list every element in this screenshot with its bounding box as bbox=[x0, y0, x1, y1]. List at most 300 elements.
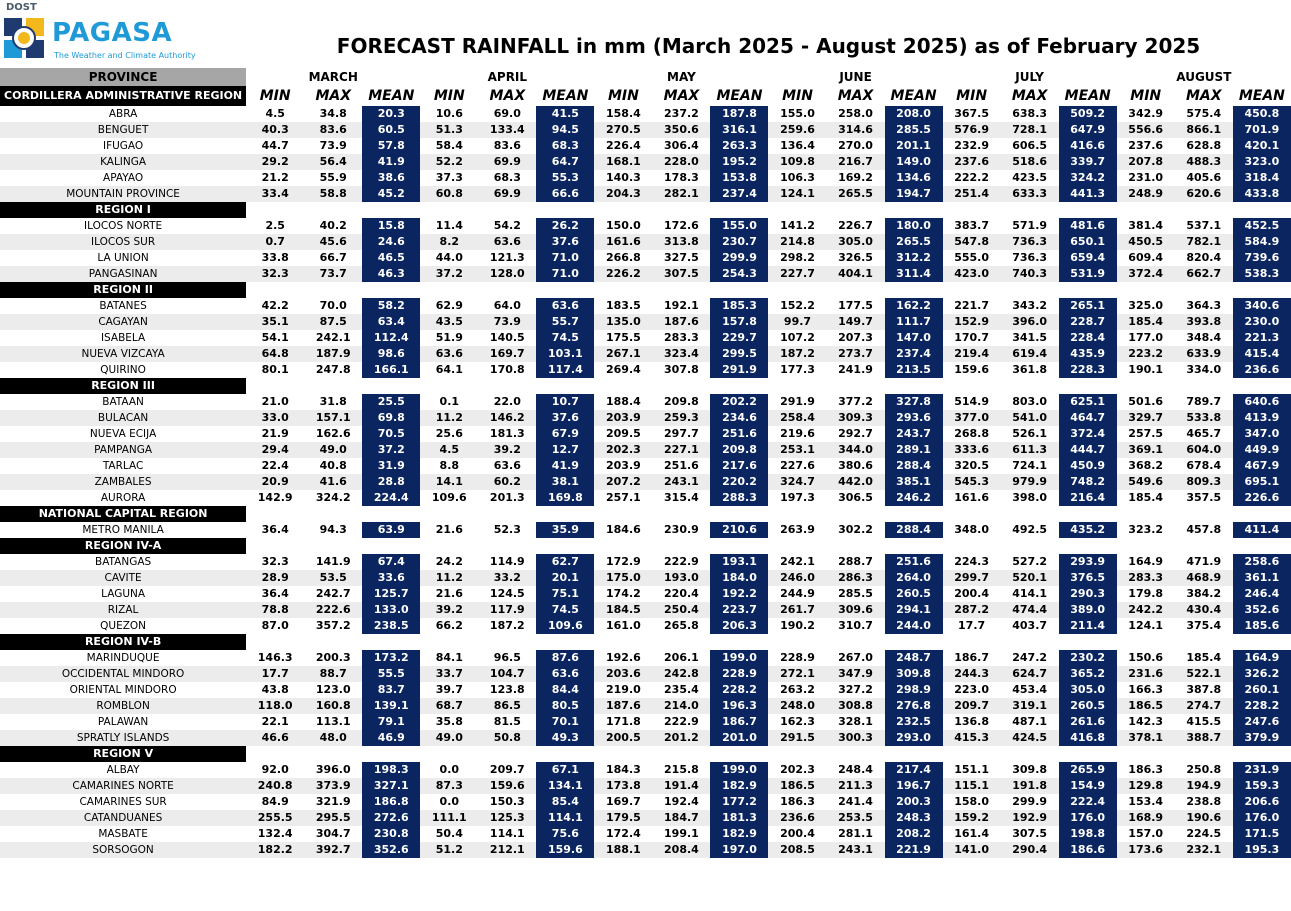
mean-value: 147.0 bbox=[885, 330, 943, 346]
min-value: 186.3 bbox=[1128, 763, 1164, 776]
max-value: 251.6 bbox=[664, 459, 699, 472]
min-value: 423.0 bbox=[943, 266, 1001, 282]
max-value: 125.3 bbox=[478, 810, 536, 826]
max-value: 56.4 bbox=[304, 154, 362, 170]
region-row-spacer bbox=[246, 282, 1291, 298]
mean-value: 261.6 bbox=[1059, 714, 1117, 730]
max-value: 364.3 bbox=[1186, 299, 1222, 312]
mean-value: 193.1 bbox=[710, 554, 768, 570]
min-value: 28.9 bbox=[246, 570, 304, 586]
mean-value: 263.3 bbox=[710, 138, 768, 154]
mean-value: 435.9 bbox=[1059, 346, 1117, 362]
max-value: 357.2 bbox=[315, 619, 351, 632]
max-value: 288.7 bbox=[838, 555, 873, 568]
min-value: 381.4 bbox=[1128, 219, 1164, 232]
mean-value: 238.5 bbox=[362, 618, 420, 634]
mean-value: 134.6 bbox=[885, 170, 943, 186]
max-value: 208.4 bbox=[652, 842, 710, 858]
min-value: 244.9 bbox=[780, 587, 815, 600]
min-value: 64.1 bbox=[435, 363, 463, 376]
max-value: 31.8 bbox=[319, 395, 347, 408]
min-value: 20.9 bbox=[246, 474, 304, 490]
province-name: BATAAN bbox=[102, 396, 144, 408]
mean-value: 299.9 bbox=[710, 250, 768, 266]
mean-value: 311.4 bbox=[885, 266, 943, 282]
table-row bbox=[0, 842, 1291, 858]
min-value: 17.7 bbox=[958, 619, 986, 632]
region-name: REGION IV-B bbox=[0, 634, 246, 650]
mean-value: 293.6 bbox=[885, 410, 943, 426]
min-value: 168.1 bbox=[594, 154, 652, 170]
max-value: 404.1 bbox=[827, 266, 885, 282]
mean-value: 230.7 bbox=[710, 234, 768, 250]
min-value: 111.1 bbox=[420, 810, 478, 826]
max-value: 60.2 bbox=[478, 474, 536, 490]
mean-value: 640.6 bbox=[1233, 394, 1291, 410]
mean-value: 117.4 bbox=[536, 362, 594, 378]
min-value: 415.3 bbox=[943, 730, 1001, 746]
min-value: 50.4 bbox=[435, 827, 463, 840]
max-value: 40.2 bbox=[319, 219, 347, 232]
min-value: 161.0 bbox=[606, 619, 641, 632]
mean-value: 216.4 bbox=[1059, 490, 1117, 506]
min-value: 0.7 bbox=[246, 234, 304, 250]
mean-value: 293.9 bbox=[1059, 554, 1117, 570]
min-value: 168.9 bbox=[1117, 810, 1175, 826]
min-value: 200.5 bbox=[594, 730, 652, 746]
mean-value: 647.9 bbox=[1059, 122, 1117, 138]
min-value: 4.5 bbox=[420, 442, 478, 458]
max-value: 214.0 bbox=[652, 698, 710, 714]
region-name: REGION V bbox=[0, 746, 246, 762]
min-value: 46.6 bbox=[246, 730, 304, 746]
max-value: 41.6 bbox=[304, 474, 362, 490]
mean-value: 211.4 bbox=[1059, 618, 1117, 634]
min-value: 283.3 bbox=[1117, 570, 1175, 586]
max-value: 216.7 bbox=[827, 154, 885, 170]
max-value: 307.5 bbox=[652, 266, 710, 282]
region-header-row bbox=[0, 634, 1291, 650]
min-value: 173.6 bbox=[1117, 842, 1175, 858]
mean-value: 55.7 bbox=[536, 314, 594, 330]
min-value: 323.2 bbox=[1128, 523, 1164, 536]
min-value: 0.0 bbox=[439, 763, 460, 776]
min-value: 39.7 bbox=[435, 683, 463, 696]
mean-value: 264.0 bbox=[885, 570, 943, 586]
max-value: 526.1 bbox=[1012, 427, 1048, 440]
mean-value: 260.1 bbox=[1233, 682, 1291, 698]
max-value: 58.8 bbox=[304, 186, 362, 202]
mean-value: 228.9 bbox=[710, 666, 768, 682]
min-value: 175.0 bbox=[594, 570, 652, 586]
max-value: 803.0 bbox=[1012, 395, 1048, 408]
min-value: 54.1 bbox=[261, 331, 289, 344]
min-value: 140.3 bbox=[606, 171, 641, 184]
min-value: 232.9 bbox=[954, 139, 989, 152]
min-value: 223.2 bbox=[1117, 346, 1175, 362]
mean-value: 15.8 bbox=[362, 218, 420, 234]
max-value: 73.7 bbox=[304, 266, 362, 282]
max-value: 49.0 bbox=[304, 442, 362, 458]
mean-value: 28.8 bbox=[362, 474, 420, 490]
table-row bbox=[0, 650, 1291, 666]
mean-value: 209.8 bbox=[710, 442, 768, 458]
max-value: 201.3 bbox=[489, 491, 525, 504]
min-value: 333.6 bbox=[943, 442, 1001, 458]
min-value: 272.1 bbox=[768, 666, 826, 682]
min-value: 66.2 bbox=[435, 619, 463, 632]
sub-header-mean: MEAN bbox=[716, 88, 763, 104]
min-value: 320.5 bbox=[954, 459, 989, 472]
max-value: 424.5 bbox=[1001, 730, 1059, 746]
max-value: 488.3 bbox=[1175, 154, 1233, 170]
mean-value: 254.3 bbox=[710, 266, 768, 282]
min-value: 287.2 bbox=[943, 602, 1001, 618]
max-value: 533.8 bbox=[1175, 410, 1233, 426]
max-value: 604.0 bbox=[1175, 442, 1233, 458]
max-value: 133.4 bbox=[478, 122, 536, 138]
mean-value: 198.3 bbox=[362, 762, 420, 778]
min-value: 242.2 bbox=[1117, 602, 1175, 618]
max-value: 290.4 bbox=[1001, 842, 1059, 858]
max-value: 237.2 bbox=[664, 107, 699, 120]
mean-value: 449.9 bbox=[1233, 442, 1291, 458]
region-header-row bbox=[0, 378, 1291, 394]
mean-value: 187.8 bbox=[710, 106, 768, 122]
min-value: 261.7 bbox=[768, 602, 826, 618]
max-value: 114.9 bbox=[489, 555, 525, 568]
mean-value: 228.4 bbox=[1059, 330, 1117, 346]
max-value: 247.8 bbox=[315, 363, 351, 376]
table-row bbox=[0, 570, 1291, 586]
min-value: 268.8 bbox=[954, 427, 989, 440]
mean-value: 305.0 bbox=[1059, 682, 1117, 698]
max-value: 393.8 bbox=[1175, 314, 1233, 330]
min-value: 231.6 bbox=[1117, 666, 1175, 682]
max-value: 820.4 bbox=[1186, 251, 1222, 264]
table-row bbox=[0, 186, 1291, 202]
table-row bbox=[0, 314, 1291, 330]
min-value: 11.2 bbox=[420, 570, 478, 586]
min-value: 219.6 bbox=[780, 427, 815, 440]
mean-value: 232.5 bbox=[885, 714, 943, 730]
min-value: 37.2 bbox=[420, 266, 478, 282]
region-header-row bbox=[0, 746, 1291, 762]
max-value: 343.2 bbox=[1012, 299, 1048, 312]
region-name: REGION IV-A bbox=[0, 538, 246, 554]
sub-header-min: MIN bbox=[956, 88, 988, 104]
sub-header-min: MIN bbox=[259, 88, 291, 104]
mean-value: 67.1 bbox=[536, 762, 594, 778]
min-value: 182.2 bbox=[246, 842, 304, 858]
mean-value: 299.5 bbox=[710, 346, 768, 362]
max-value: 241.4 bbox=[838, 795, 873, 808]
max-value: 678.4 bbox=[1186, 459, 1222, 472]
mean-value: 69.8 bbox=[362, 410, 420, 426]
max-value: 206.1 bbox=[664, 651, 699, 664]
max-value: 200.3 bbox=[315, 651, 351, 664]
max-value: 52.3 bbox=[493, 523, 521, 536]
mean-value: 379.9 bbox=[1233, 730, 1291, 746]
mean-value: 64.7 bbox=[536, 154, 594, 170]
min-value: 179.8 bbox=[1128, 587, 1164, 600]
max-value: 209.8 bbox=[664, 395, 699, 408]
region-row-spacer bbox=[246, 378, 1291, 394]
max-value: 63.6 bbox=[478, 234, 536, 250]
min-value: 368.2 bbox=[1128, 459, 1164, 472]
max-value: 274.7 bbox=[1175, 698, 1233, 714]
sub-header-mean: MEAN bbox=[368, 88, 415, 104]
mean-value: 182.9 bbox=[710, 826, 768, 842]
max-value: 212.1 bbox=[478, 842, 536, 858]
max-value: 235.4 bbox=[664, 683, 699, 696]
min-value: 39.2 bbox=[420, 602, 478, 618]
mean-value: 285.5 bbox=[885, 122, 943, 138]
max-value: 259.3 bbox=[652, 410, 710, 426]
min-value: 267.1 bbox=[594, 346, 652, 362]
max-value: 281.1 bbox=[838, 827, 873, 840]
mean-value: 650.1 bbox=[1059, 234, 1117, 250]
min-value: 21.6 bbox=[435, 587, 463, 600]
mean-value: 195.2 bbox=[710, 154, 768, 170]
min-value: 209.7 bbox=[943, 698, 1001, 714]
min-value: 43.8 bbox=[261, 683, 289, 696]
province-name: SPRATLY ISLANDS bbox=[0, 730, 246, 746]
max-value: 187.6 bbox=[652, 314, 710, 330]
province-name: BATANGAS bbox=[94, 556, 152, 568]
min-value: 369.1 bbox=[1117, 442, 1175, 458]
sub-header-max: MAX bbox=[663, 88, 700, 104]
min-value: 0.1 bbox=[439, 395, 460, 408]
max-value: 128.0 bbox=[478, 266, 536, 282]
min-value: 2.5 bbox=[265, 219, 285, 232]
max-value: 430.4 bbox=[1175, 602, 1233, 618]
mean-value: 111.7 bbox=[885, 314, 943, 330]
min-value: 33.8 bbox=[261, 251, 289, 264]
mean-value: 213.5 bbox=[885, 362, 943, 378]
min-value: 190.2 bbox=[780, 619, 815, 632]
max-value: 140.5 bbox=[489, 331, 525, 344]
province-name: NUEVA ECIJA bbox=[89, 428, 157, 440]
min-value: 14.1 bbox=[420, 474, 478, 490]
min-value: 44.0 bbox=[435, 251, 463, 264]
max-value: 258.0 bbox=[838, 107, 873, 120]
table-row bbox=[0, 218, 1291, 234]
region-header-row bbox=[0, 86, 1291, 106]
max-value: 55.9 bbox=[319, 171, 347, 184]
mean-value: 198.8 bbox=[1059, 826, 1117, 842]
month-header: JULY bbox=[1015, 70, 1044, 84]
region-row-spacer bbox=[246, 634, 1291, 650]
min-value: 329.7 bbox=[1117, 410, 1175, 426]
min-value: 51.9 bbox=[435, 331, 463, 344]
max-value: 628.8 bbox=[1186, 139, 1222, 152]
max-value: 230.9 bbox=[664, 523, 699, 536]
min-value: 92.0 bbox=[261, 763, 289, 776]
mean-value: 208.2 bbox=[885, 826, 943, 842]
province-name: RIZAL bbox=[0, 602, 246, 618]
max-value: 405.6 bbox=[1186, 171, 1222, 184]
min-value: 142.3 bbox=[1128, 715, 1164, 728]
max-value: 33.2 bbox=[478, 570, 536, 586]
mean-value: 625.1 bbox=[1059, 394, 1117, 410]
mean-value: 237.4 bbox=[885, 346, 943, 362]
mean-value: 66.6 bbox=[536, 186, 594, 202]
mean-value: 298.9 bbox=[885, 682, 943, 698]
max-value: 457.8 bbox=[1186, 523, 1222, 536]
mean-value: 46.9 bbox=[362, 730, 420, 746]
mean-value: 71.0 bbox=[536, 250, 594, 266]
max-value: 69.9 bbox=[478, 186, 536, 202]
mean-value: 154.9 bbox=[1059, 778, 1117, 794]
mean-value: 340.6 bbox=[1233, 298, 1291, 314]
mean-value: 37.2 bbox=[362, 442, 420, 458]
min-value: 49.0 bbox=[420, 730, 478, 746]
min-value: 8.8 bbox=[439, 459, 460, 472]
table-row bbox=[0, 426, 1291, 442]
min-value: 246.0 bbox=[768, 570, 826, 586]
min-value: 58.4 bbox=[435, 139, 463, 152]
max-value: 227.1 bbox=[652, 442, 710, 458]
month-header: AUGUST bbox=[1176, 70, 1232, 84]
max-value: 396.0 bbox=[1001, 314, 1059, 330]
min-value: 242.1 bbox=[780, 555, 815, 568]
mean-value: 481.6 bbox=[1059, 218, 1117, 234]
mean-value: 251.6 bbox=[710, 426, 768, 442]
max-value: 302.2 bbox=[838, 523, 873, 536]
province-name: TARLAC bbox=[102, 460, 144, 472]
table-row bbox=[0, 234, 1291, 250]
min-value: 159.6 bbox=[954, 363, 989, 376]
min-value: 190.1 bbox=[1128, 363, 1164, 376]
mean-value: 276.8 bbox=[885, 698, 943, 714]
max-value: 215.8 bbox=[664, 763, 699, 776]
mean-value: 247.6 bbox=[1233, 714, 1291, 730]
max-value: 782.1 bbox=[1175, 234, 1233, 250]
month-header: JUNE bbox=[839, 70, 872, 84]
mean-value: 318.4 bbox=[1233, 170, 1291, 186]
min-value: 157.0 bbox=[1128, 827, 1164, 840]
mean-value: 80.5 bbox=[536, 698, 594, 714]
max-value: 403.7 bbox=[1012, 619, 1048, 632]
max-value: 624.7 bbox=[1001, 666, 1059, 682]
max-value: 309.6 bbox=[827, 602, 885, 618]
min-value: 22.4 bbox=[261, 459, 289, 472]
agency-name: PAGASA bbox=[52, 18, 173, 48]
min-value: 188.4 bbox=[606, 395, 641, 408]
min-value: 170.7 bbox=[954, 331, 989, 344]
mean-value: 70.5 bbox=[362, 426, 420, 442]
min-value: 169.7 bbox=[606, 795, 641, 808]
max-value: 238.8 bbox=[1186, 795, 1222, 808]
mean-value: 37.6 bbox=[536, 234, 594, 250]
min-value: 514.9 bbox=[954, 395, 989, 408]
mean-value: 251.6 bbox=[885, 554, 943, 570]
min-value: 136.8 bbox=[954, 715, 989, 728]
max-value: 453.4 bbox=[1012, 683, 1048, 696]
max-value: 224.5 bbox=[1186, 827, 1222, 840]
max-value: 45.6 bbox=[304, 234, 362, 250]
mean-value: 234.6 bbox=[710, 410, 768, 426]
table-row bbox=[0, 698, 1291, 714]
mean-value: 25.5 bbox=[362, 394, 420, 410]
table-row bbox=[0, 586, 1291, 602]
max-value: 527.2 bbox=[1012, 555, 1048, 568]
max-value: 169.7 bbox=[478, 346, 536, 362]
mean-value: 67.4 bbox=[362, 554, 420, 570]
max-value: 250.8 bbox=[1186, 763, 1222, 776]
min-value: 51.3 bbox=[420, 122, 478, 138]
rainfall-table-container bbox=[0, 68, 1291, 858]
mean-value: 243.7 bbox=[885, 426, 943, 442]
region-header-row bbox=[0, 282, 1291, 298]
max-value: 638.3 bbox=[1012, 107, 1048, 120]
max-value: 520.1 bbox=[1001, 570, 1059, 586]
max-value: 201.2 bbox=[652, 730, 710, 746]
mean-value: 186.6 bbox=[1059, 842, 1117, 858]
province-name: ABRA bbox=[108, 108, 138, 120]
mean-value: 196.3 bbox=[710, 698, 768, 714]
mean-value: 221.9 bbox=[885, 842, 943, 858]
dost-label: DOST bbox=[6, 2, 37, 13]
max-value: 575.4 bbox=[1186, 107, 1222, 120]
max-value: 222.6 bbox=[304, 602, 362, 618]
min-value: 223.0 bbox=[954, 683, 989, 696]
mean-value: 435.2 bbox=[1059, 522, 1117, 538]
mean-value: 98.6 bbox=[362, 346, 420, 362]
max-value: 541.0 bbox=[1001, 410, 1059, 426]
mean-value: 70.1 bbox=[536, 714, 594, 730]
min-value: 171.8 bbox=[606, 715, 641, 728]
mean-value: 55.5 bbox=[362, 666, 420, 682]
min-value: 240.8 bbox=[246, 778, 304, 794]
mean-value: 133.0 bbox=[362, 602, 420, 618]
mean-value: 210.6 bbox=[710, 522, 768, 538]
max-value: 299.9 bbox=[1012, 795, 1048, 808]
min-value: 227.6 bbox=[780, 459, 815, 472]
mean-value: 217.4 bbox=[885, 762, 943, 778]
min-value: 22.1 bbox=[261, 715, 289, 728]
region-name: REGION III bbox=[0, 378, 246, 394]
min-value: 226.2 bbox=[594, 266, 652, 282]
min-value: 118.0 bbox=[246, 698, 304, 714]
table-row bbox=[0, 170, 1291, 186]
max-value: 724.1 bbox=[1012, 459, 1048, 472]
province-name: NUEVA VIZCAYA bbox=[0, 346, 246, 362]
sub-header-mean: MEAN bbox=[1064, 88, 1111, 104]
min-value: 236.6 bbox=[768, 810, 826, 826]
table-row bbox=[0, 122, 1291, 138]
mean-value: 26.2 bbox=[536, 218, 594, 234]
mean-value: 246.4 bbox=[1233, 586, 1291, 602]
max-value: 809.3 bbox=[1175, 474, 1233, 490]
province-name: LA UNION bbox=[97, 252, 149, 264]
max-value: 113.1 bbox=[315, 715, 351, 728]
province-name: PAMPANGA bbox=[0, 442, 246, 458]
table-row bbox=[0, 330, 1291, 346]
mean-value: 376.5 bbox=[1059, 570, 1117, 586]
min-value: 609.4 bbox=[1128, 251, 1164, 264]
mean-value: 347.0 bbox=[1233, 426, 1291, 442]
max-value: 50.8 bbox=[478, 730, 536, 746]
mean-value: 85.4 bbox=[536, 794, 594, 810]
region-name: NATIONAL CAPITAL REGION bbox=[0, 506, 246, 522]
max-value: 48.0 bbox=[304, 730, 362, 746]
max-value: 150.3 bbox=[489, 795, 525, 808]
min-value: 174.2 bbox=[606, 587, 641, 600]
mean-value: 260.5 bbox=[885, 586, 943, 602]
sub-header-mean: MEAN bbox=[1238, 88, 1285, 104]
